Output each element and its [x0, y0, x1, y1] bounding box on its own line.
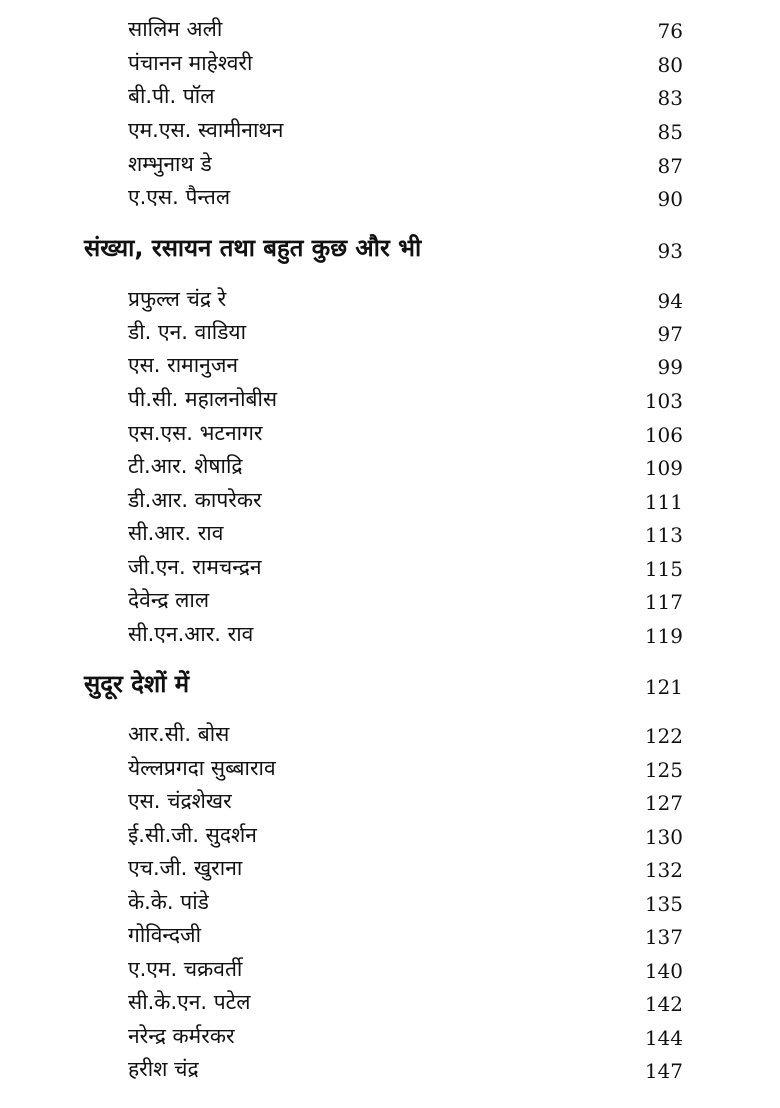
- toc-entry-page: 106: [644, 423, 683, 447]
- toc-entry-title: सी.आर. राव: [128, 521, 224, 545]
- toc-entry: [0, 619, 780, 653]
- toc-entry-title: एस. रामानुजन: [128, 353, 239, 377]
- section-page: 121: [644, 675, 683, 699]
- toc-entry-title: टी.आर. शेषाद्रि: [128, 454, 243, 478]
- toc-section-heading: [0, 668, 780, 708]
- toc-entry: [0, 182, 780, 216]
- toc-entry: [0, 1021, 780, 1055]
- toc-entry-title: प्रफुल्ल चंद्र रे: [128, 287, 227, 311]
- toc-entry: [0, 485, 780, 519]
- toc-entry-title: सी.एन.आर. राव: [128, 622, 254, 646]
- toc-entry-title: ए.एम. चक्रवर्ती: [128, 957, 243, 981]
- toc-entry-page: 90: [657, 187, 683, 211]
- toc-entry: [0, 887, 780, 921]
- toc-entry-title: हरीश चंद्र: [128, 1057, 199, 1081]
- toc-entry: [0, 954, 780, 988]
- toc-entry: [0, 820, 780, 854]
- toc-entry-title: नरेन्द्र कर्मरकर: [128, 1024, 235, 1048]
- toc-entry-page: 109: [644, 456, 683, 480]
- toc-entry: [0, 48, 780, 82]
- section-page: 93: [657, 239, 683, 263]
- toc-entry-page: 147: [644, 1059, 683, 1083]
- toc-entry: [0, 987, 780, 1021]
- toc-entry-title: के.के. पांडे: [128, 890, 209, 914]
- toc-entry-page: 97: [657, 322, 683, 346]
- toc-entry: [0, 719, 780, 753]
- toc-entry-title: डी.आर. कापरेकर: [128, 488, 262, 512]
- toc-entry: [0, 418, 780, 452]
- toc-entry: [0, 853, 780, 887]
- toc-entry-page: 132: [644, 858, 683, 882]
- toc-entry-title: सालिम अली: [128, 17, 223, 41]
- toc-entry-title: ई.सी.जी. सुदर्शन: [128, 823, 257, 847]
- toc-entry: [0, 350, 780, 384]
- toc-entry: [0, 284, 780, 318]
- toc-entry-page: 113: [644, 523, 683, 547]
- toc-entry: [0, 14, 780, 48]
- toc-entry: [0, 753, 780, 787]
- toc-entry-title: गोविन्दजी: [128, 923, 202, 947]
- toc-entry-page: 87: [657, 154, 683, 178]
- toc-entry-page: 99: [657, 355, 683, 379]
- section-title: संख्या, रसायन तथा बहुत कुछ और भी: [84, 234, 422, 262]
- toc-entry: [0, 149, 780, 183]
- toc-entry-page: 137: [644, 925, 683, 949]
- toc-entry-page: 115: [644, 557, 683, 581]
- toc-entry-page: 85: [657, 120, 683, 144]
- toc-entry: [0, 81, 780, 115]
- toc-entry-page: 140: [644, 959, 683, 983]
- toc-entry-title: एच.जी. खुराना: [128, 856, 243, 880]
- toc-entry-title: जी.एन. रामचन्द्रन: [128, 555, 262, 579]
- toc-entry-page: 111: [644, 490, 683, 514]
- toc-entry: [0, 1054, 780, 1088]
- toc-entry: [0, 786, 780, 820]
- toc-entry-page: 94: [657, 289, 683, 313]
- toc-entry: [0, 552, 780, 586]
- toc-entry: [0, 317, 780, 351]
- toc-entry-title: डी. एन. वाडिया: [128, 320, 247, 344]
- toc-entry-title: एस.एस. भटनागर: [128, 421, 263, 445]
- toc-entry-title: सी.के.एन. पटेल: [128, 990, 251, 1014]
- toc-entry: [0, 518, 780, 552]
- toc-section-heading: [0, 232, 780, 272]
- toc-entry-page: 80: [657, 53, 683, 77]
- toc-entry-title: शम्भुनाथ डे: [128, 152, 212, 176]
- toc-entry-page: 127: [644, 791, 683, 815]
- toc-entry-title: बी.पी. पॉल: [128, 84, 215, 108]
- toc-entry-title: आर.सी. बोस: [128, 722, 230, 746]
- toc-entry: [0, 115, 780, 149]
- toc-entry: [0, 585, 780, 619]
- toc-entry-page: 135: [644, 892, 683, 916]
- toc-entry-page: 117: [644, 590, 683, 614]
- toc-entry-page: 142: [644, 992, 683, 1016]
- toc-entry-title: एम.एस. स्वामीनाथन: [128, 118, 284, 142]
- toc-entry: [0, 920, 780, 954]
- toc-entry-page: 125: [644, 758, 683, 782]
- toc-entry-title: येल्लप्रगदा सुब्बाराव: [128, 756, 276, 780]
- toc-entry-page: 83: [657, 86, 683, 110]
- toc-entry-title: पी.सी. महालनोबीस: [128, 387, 278, 411]
- toc-entry-page: 144: [644, 1026, 683, 1050]
- section-title: सुदूर देशों में: [84, 670, 190, 698]
- toc-entry-page: 103: [644, 389, 683, 413]
- toc-entry-title: पंचानन माहेश्वरी: [128, 51, 253, 75]
- toc-entry-page: 76: [657, 19, 683, 43]
- toc-entry-title: देवेन्द्र लाल: [128, 588, 210, 612]
- toc-entry-page: 130: [644, 825, 683, 849]
- toc-entry-page: 122: [644, 724, 683, 748]
- toc-entry: [0, 451, 780, 485]
- toc-entry: [0, 384, 780, 418]
- toc-entry-title: एस. चंद्रशेखर: [128, 789, 232, 813]
- toc-entry-page: 119: [644, 624, 683, 648]
- toc-entry-title: ए.एस. पैन्तल: [128, 185, 231, 209]
